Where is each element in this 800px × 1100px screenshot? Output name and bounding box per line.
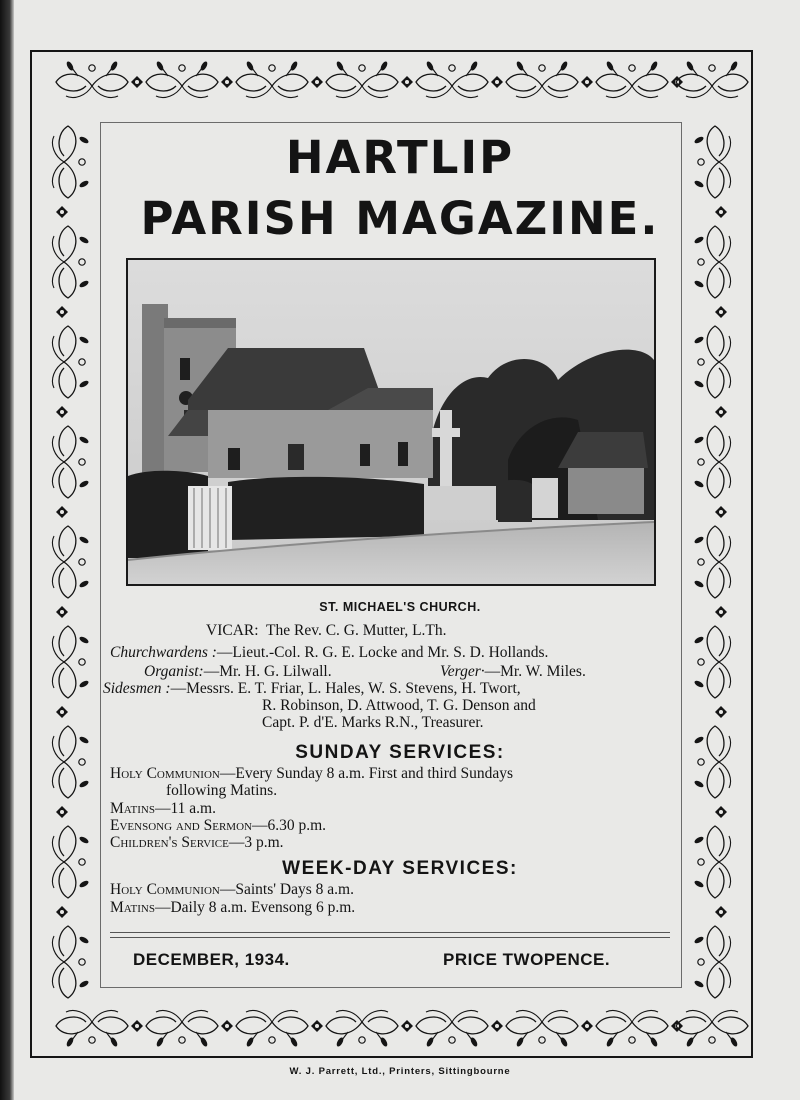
sunday-matins-time: —11 a.m.	[154, 800, 216, 817]
sidesmen-line3: Capt. P. d'E. Marks R.N., Treasurer.	[262, 714, 484, 731]
footer-rule-top	[110, 932, 670, 933]
weekday-holy-communion-times: —Saints' Days 8 a.m.	[219, 881, 354, 898]
sunday-evensong-time: —6.30 p.m.	[251, 817, 327, 834]
photo-caption: ST. MICHAEL'S CHURCH.	[319, 600, 481, 614]
printer-imprint: W. J. Parrett, Ltd., Printers, Sittingbourne	[289, 1066, 511, 1077]
weekday-services-heading: WEEK-DAY SERVICES:	[282, 858, 518, 879]
churchwardens-names: —Lieut.-Col. R. G. E. Locke and Mr. S. D. Hollands.	[216, 644, 549, 661]
verger-name: —Mr. W. Miles.	[484, 663, 586, 680]
weekday-matins-times: —Daily 8 a.m. Evensong 6 p.m.	[154, 899, 356, 916]
weekday-holy-communion-label: Holy Communion	[110, 881, 220, 898]
organist-line	[144, 663, 332, 681]
sunday-matins	[110, 800, 216, 818]
organist-label: Organist:	[144, 663, 204, 680]
verger-line	[440, 663, 586, 681]
weekday-matins-label: Matins	[110, 899, 155, 916]
footer-rule-bottom	[110, 937, 670, 938]
vicar-name: The Rev. C. G. Mutter, L.Th.	[266, 622, 447, 639]
magazine-title-line2: PARISH MAGAZINE.	[140, 192, 660, 245]
weekday-matins	[110, 899, 355, 917]
sunday-holy-communion-times: —Every Sunday 8 a.m. First and third Sundays	[219, 765, 514, 782]
sunday-holy-communion	[110, 765, 513, 783]
issue-price: PRICE TWOPENCE.	[443, 950, 611, 969]
churchwardens-label: Churchwardens :	[110, 644, 217, 661]
sunday-children-time: —3 p.m.	[228, 834, 284, 851]
vicar-line	[206, 622, 447, 640]
sidesmen-line2: R. Robinson, D. Attwood, T. G. Denson and	[262, 697, 536, 714]
church-photo-illustration	[128, 260, 654, 584]
sidesmen-label: Sidesmen :	[103, 680, 171, 697]
sunday-holy-communion-label: Holy Communion	[110, 765, 220, 782]
magazine-title-line1: HARTLIP	[285, 131, 515, 184]
vicar-label: VICAR:	[206, 622, 259, 639]
sunday-evensong	[110, 817, 326, 835]
verger-label: Verger·	[440, 663, 485, 680]
church-photograph	[126, 258, 656, 586]
sidesmen-line1	[103, 680, 521, 698]
sunday-services-heading: SUNDAY SERVICES:	[295, 742, 505, 763]
sunday-children	[110, 834, 284, 852]
sunday-children-label: Children's Service	[110, 834, 229, 851]
sunday-matins-label: Matins	[110, 800, 155, 817]
issue-date: DECEMBER, 1934.	[133, 950, 290, 969]
sunday-holy-communion-cont: following Matins.	[166, 782, 278, 799]
sunday-evensong-label: Evensong and Sermon	[110, 817, 252, 834]
organist-name: —Mr. H. G. Lilwall.	[203, 663, 332, 680]
churchwardens-line	[110, 644, 548, 662]
weekday-holy-communion	[110, 881, 354, 899]
sidesmen-names-1: —Messrs. E. T. Friar, L. Hales, W. S. Stevens, H. Twort,	[170, 680, 521, 697]
